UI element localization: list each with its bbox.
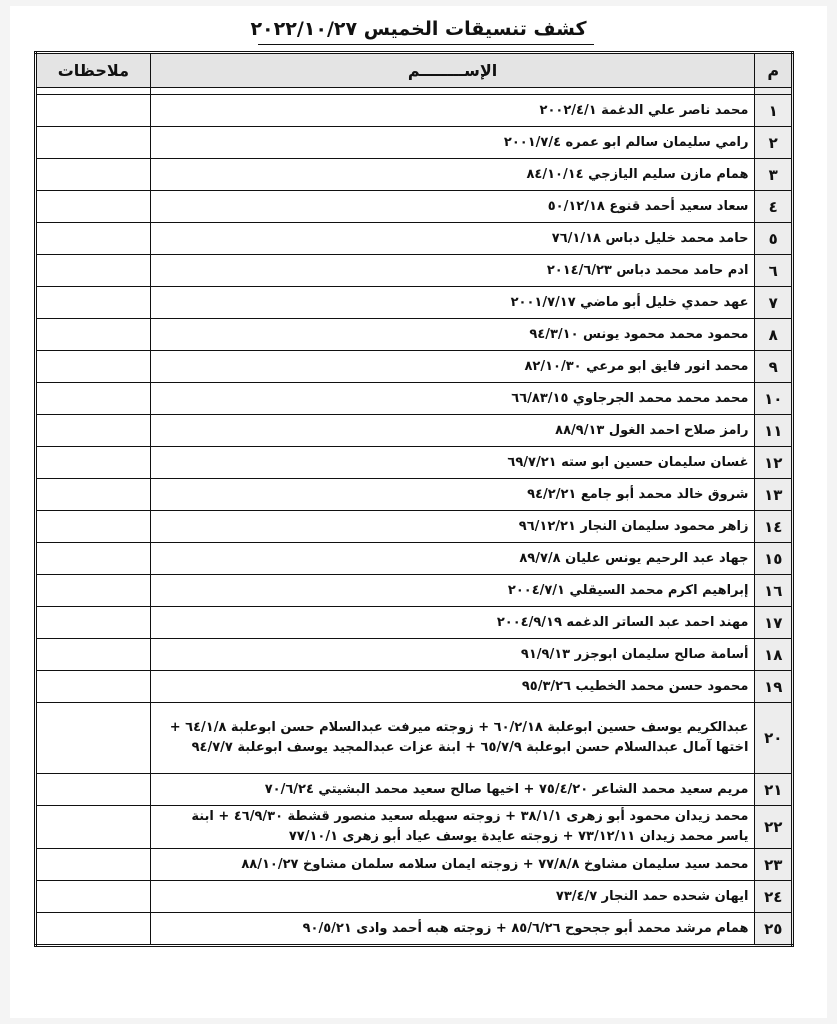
row-number: ٨ xyxy=(755,319,793,351)
row-notes xyxy=(36,913,151,946)
row-notes xyxy=(36,287,151,319)
row-notes xyxy=(36,191,151,223)
row-name-entry: همام مرشد محمد أبو ججحوح ٨٥/٦/٢٦ + زوجته هبه أحمد وادى ٩٠/٥/٢١ xyxy=(150,913,755,946)
row-notes xyxy=(36,703,151,774)
table-row xyxy=(36,881,793,913)
row-name-entry: مريم سعيد محمد الشاعر ٧٥/٤/٢٠ + اخيها صالح سعيد محمد البشيتي ٧٠/٦/٢٤ xyxy=(150,774,755,806)
row-name-entry: محمد ناصر علي الدغمة ٢٠٠٢/٤/١ xyxy=(150,95,755,127)
row-number: ١٧ xyxy=(755,607,793,639)
row-number: ٢٠ xyxy=(755,703,793,774)
row-name-entry: محمد محمد محمد الجرجاوي ٦٦/٨٣/١٥ xyxy=(150,383,755,415)
table-row xyxy=(36,511,793,543)
row-number: ٤ xyxy=(755,191,793,223)
row-name-entry: رامي سليمان سالم ابو عمره ٢٠٠١/٧/٤ xyxy=(150,127,755,159)
row-notes xyxy=(36,127,151,159)
row-number: ١١ xyxy=(755,415,793,447)
row-notes xyxy=(36,543,151,575)
table-row xyxy=(36,913,793,946)
row-number: ٦ xyxy=(755,255,793,287)
table-row xyxy=(36,849,793,881)
table-row xyxy=(36,383,793,415)
row-number: ١٣ xyxy=(755,479,793,511)
row-notes xyxy=(36,319,151,351)
row-notes xyxy=(36,95,151,127)
header-number: م xyxy=(755,53,793,88)
row-number: ٩ xyxy=(755,351,793,383)
row-notes xyxy=(36,255,151,287)
row-number: ٢ xyxy=(755,127,793,159)
coordination-table xyxy=(34,51,794,947)
row-name-entry: زاهر محمود سليمان النجار ٩٦/١٢/٢١ xyxy=(150,511,755,543)
row-notes xyxy=(36,383,151,415)
row-notes xyxy=(36,806,151,849)
row-number: ١٦ xyxy=(755,575,793,607)
row-name-entry: محمد سيد سليمان مشاوخ ٧٧/٨/٨ + زوجته ايمان سلامه سلمان مشاوخ ٨٨/١٠/٢٧ xyxy=(150,849,755,881)
document-sheet xyxy=(10,6,827,1018)
table-row xyxy=(36,127,793,159)
row-number: ١ xyxy=(755,95,793,127)
row-notes xyxy=(36,607,151,639)
row-notes xyxy=(36,223,151,255)
row-name-entry: مهند احمد عبد الساتر الدغمه ٢٠٠٤/٩/١٩ xyxy=(150,607,755,639)
table-row xyxy=(36,223,793,255)
row-notes xyxy=(36,881,151,913)
table-row xyxy=(36,159,793,191)
table-row xyxy=(36,543,793,575)
table-row xyxy=(36,774,793,806)
row-number: ٢٤ xyxy=(755,881,793,913)
row-name-entry: محمود محمد محمود يونس ٩٤/٣/١٠ xyxy=(150,319,755,351)
title-underline xyxy=(258,44,594,45)
row-number: ٢٢ xyxy=(755,806,793,849)
row-notes xyxy=(36,351,151,383)
row-notes xyxy=(36,479,151,511)
row-number: ١٩ xyxy=(755,671,793,703)
row-name-entry: غسان سليمان حسين ابو سته ٦٩/٧/٢١ xyxy=(150,447,755,479)
row-number: ٣ xyxy=(755,159,793,191)
table-row xyxy=(36,287,793,319)
row-name-entry: رامز صلاح احمد الغول ٨٨/٩/١٣ xyxy=(150,415,755,447)
table-row xyxy=(36,703,793,774)
row-number: ٢٣ xyxy=(755,849,793,881)
row-notes xyxy=(36,511,151,543)
row-name-entry: محمد انور فايق ابو مرعي ٨٢/١٠/٣٠ xyxy=(150,351,755,383)
header-name: الإســــــــم xyxy=(150,53,755,88)
table-row xyxy=(36,351,793,383)
row-number: ٥ xyxy=(755,223,793,255)
header-spacer xyxy=(36,88,793,95)
row-name-entry: ايهان شحده حمد النجار ٧٣/٤/٧ xyxy=(150,881,755,913)
row-name-entry: جهاد عبد الرحيم يونس عليان ٨٩/٧/٨ xyxy=(150,543,755,575)
row-notes xyxy=(36,575,151,607)
row-name-entry: حامد محمد خليل دباس ٧٦/١/١٨ xyxy=(150,223,755,255)
row-notes xyxy=(36,849,151,881)
table-row xyxy=(36,806,793,849)
row-name-entry: عهد حمدي خليل أبو ماضي ٢٠٠١/٧/١٧ xyxy=(150,287,755,319)
row-number: ١٤ xyxy=(755,511,793,543)
table-row xyxy=(36,191,793,223)
row-name-entry: عبدالكريم يوسف حسين ابوعلبة ٦٠/٢/١٨ + زوجته ميرفت عبدالسلام حسن ابوعلبة ٦٤/١/٨ + اختها آمال عبدالسلام حسن ابوعلبة ٦٥/٧/٩ + ابنة عزات عبدالمجيد يوسف ابوعلبة ٩٤/٧/٧ xyxy=(150,703,755,774)
row-notes xyxy=(36,447,151,479)
row-notes xyxy=(36,159,151,191)
row-notes xyxy=(36,639,151,671)
document-title: كشف تنسيقات الخميس ٢٠٢٢/١٠/٢٧ xyxy=(250,18,587,40)
table-row xyxy=(36,575,793,607)
row-number: ١٨ xyxy=(755,639,793,671)
row-notes xyxy=(36,415,151,447)
table-row xyxy=(36,447,793,479)
table-body xyxy=(36,88,793,946)
row-name-entry: أسامة صالح سليمان ابوجزر ٩١/٩/١٣ xyxy=(150,639,755,671)
table-row xyxy=(36,319,793,351)
row-number: ٢٥ xyxy=(755,913,793,946)
table-header-row xyxy=(36,53,793,88)
row-number: ٢١ xyxy=(755,774,793,806)
table-row xyxy=(36,95,793,127)
header-notes: ملاحظات xyxy=(36,53,151,88)
row-name-entry: سعاد سعيد أحمد قنوع ٥٠/١٢/١٨ xyxy=(150,191,755,223)
row-name-entry: شروق خالد محمد أبو جامع ٩٤/٢/٢١ xyxy=(150,479,755,511)
table-row xyxy=(36,415,793,447)
table-row xyxy=(36,671,793,703)
table-row xyxy=(36,607,793,639)
row-number: ١٢ xyxy=(755,447,793,479)
row-notes xyxy=(36,671,151,703)
table-row xyxy=(36,255,793,287)
row-name-entry: همام مازن سليم اليازجي ٨٤/١٠/١٤ xyxy=(150,159,755,191)
table-row xyxy=(36,479,793,511)
row-name-entry: ادم حامد محمد دباس ٢٠١٤/٦/٢٣ xyxy=(150,255,755,287)
row-number: ١٥ xyxy=(755,543,793,575)
row-number: ١٠ xyxy=(755,383,793,415)
row-number: ٧ xyxy=(755,287,793,319)
row-name-entry: إبراهيم اكرم محمد السيقلي ٢٠٠٤/٧/١ xyxy=(150,575,755,607)
row-notes xyxy=(36,774,151,806)
row-name-entry: محمود حسن محمد الخطيب ٩٥/٣/٢٦ xyxy=(150,671,755,703)
table-row xyxy=(36,639,793,671)
row-name-entry: محمد زيدان محمود أبو زهرى ٣٨/١/١ + زوجته سهيله سعيد منصور قشطة ٤٦/٩/٣٠ + ابنة ياسر محمد زيدان ٧٣/١٢/١١ + زوجته عايدة يوسف عياد أبو زهرى ٧٧/١٠/١ xyxy=(150,806,755,849)
